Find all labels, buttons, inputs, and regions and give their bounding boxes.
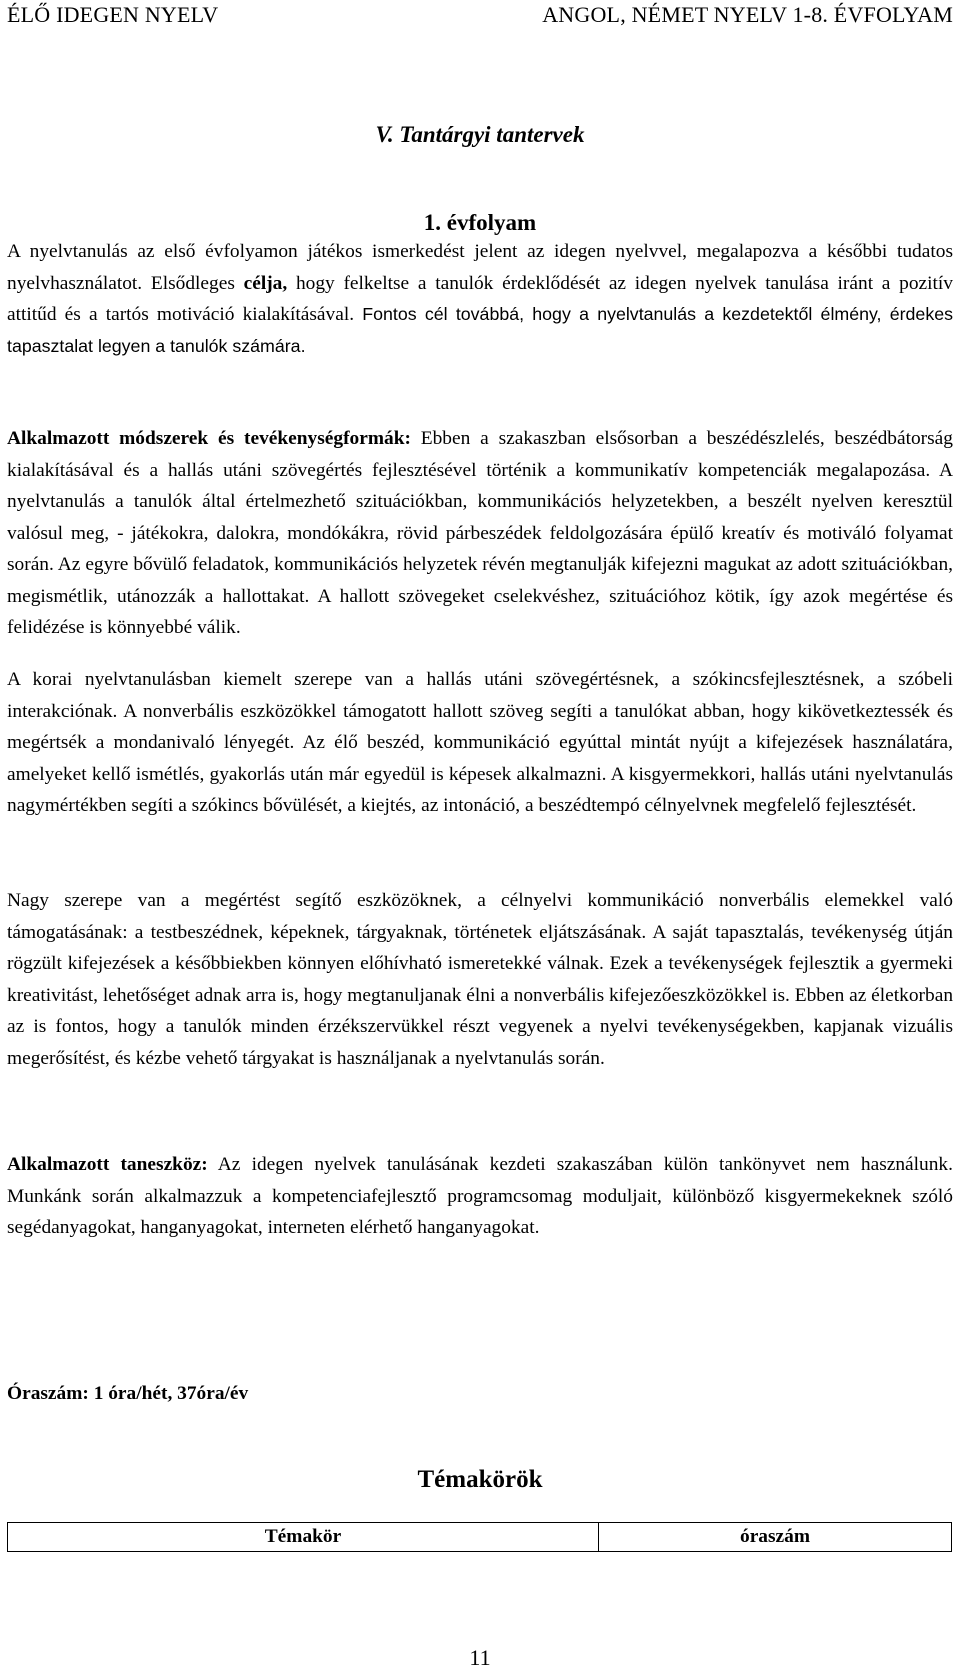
topics-table [7, 1522, 952, 1552]
topic-column-header: Témakör [8, 1523, 599, 1552]
intro-text-3: Fontos cél továbbá, hogy a nyelvtanulás a kezdetektől élmény, érdekes tapasztalat legyen a tanulók számára. [7, 304, 953, 356]
tools-paragraph [7, 1149, 953, 1244]
intro-paragraph [7, 236, 953, 362]
header-grades: ANGOL, NÉMET NYELV 1-8. ÉVFOLYAM [542, 2, 953, 27]
page-number: 11 [469, 1645, 491, 1670]
methods-paragraph [7, 423, 953, 644]
intro-text-2: hogy felkeltse a tanulók érdeklődését az idegen nyelvek tanulása iránt a pozitív attitűd és a tartós motiváció kialakításával. [7, 272, 953, 325]
grade-title: 1. évfolyam [423, 210, 537, 235]
nonverbal-paragraph: Nagy szerepe van a megértést segítő eszközöknek, a célnyelvi kommunikáció nonverbális elemekkel való támogatásának: a testbeszédnek, képeknek, tárgyaknak, történetek eljátszásának. A saját tapasztalás, tevékenység útján rögzült kifejezések a későbbiekben könnyen előhívható ismeretekké válnak. Ezek a tevékenységek fejlesztik a gyermeki kreativitást, lehetőséget adnak arra is, hogy megtanuljanak élni a nonverbális kifejezőeszközökkel is. Ebben az életkorban az is fontos, hogy a tanulók minden érzékszervükkel részt vegyenek a nyelvi tevékenységekben, kapjanak vizuális megerősítést, és kézbe vehető tárgyakat is használjanak a nyelvtanulás során. [7, 890, 954, 1069]
section-title: V. Tantárgyi tantervek [375, 122, 585, 147]
methods-text: Ebben a szakaszban elsősorban a beszédészlelés, beszédbátorság kialakításával és a hallás utáni szövegértés fejlesztésével történik a kommunikatív kompetenciák megalapozása. A nyelvtanulás a tanulók által értelmezhető szituációkban, kommunikációs helyzetekben, a beszélt nyelven keresztül valósul meg, - játékokra, dalokra, mondókákra, rövid párbeszédek feldolgozására épülő kreatív és motiváló folyamat során. Az egyre bővülő feladatok, kommunikációs helyzetek révén megtanulják kifejezni magukat az adott szituációkban, megismétlik, utánozzák a hallottakat. A hallott szövegeket cselekvéshez, szituációhoz kötik, így azok megértése és felidézése is könnyebbé válik. [7, 428, 953, 638]
topics-table-header-row [8, 1523, 952, 1552]
tools-label: Alkalmazott taneszköz: [7, 1154, 208, 1175]
early-learning-paragraph: A korai nyelvtanulásban kiemelt szerepe van a hallás utáni szövegértésnek, a szókincsfejlesztésnek, a szóbeli interakciónak. A nonverbális eszközökkel támogatott hallott szöveg segíti a tanulókat abban, hogy kikövetkeztessék és megértsék a mondanivaló lényegét. Az élő beszéd, kommunikáció egyúttal mintát nyújt a kifejezések használatára, amelyeket kellő ismétlés, gyakorlás után már egyedül is képesek alkalmazni. A kisgyermekkori, hallás utáni nyelvtanulás nagymértékben segíti a szókincs bővülését, a kiejtés, az intonáció, a beszédtempó célnyelvnek megfelelő fejlesztését. [7, 669, 953, 816]
methods-label: Alkalmazott módszerek és tevékenységformák: [7, 428, 411, 449]
header-subject: ÉLŐ IDEGEN NYELV [7, 2, 219, 27]
intro-text-1: A nyelvtanulás az első évfolyamon játékos ismerkedést jelent az idegen nyelvvel, megalapozva a későbbi tudatos nyelvhasználatot. Elsődleges [7, 241, 953, 294]
topics-heading: Témakörök [417, 1466, 543, 1493]
hours-column-header: óraszám [599, 1523, 952, 1552]
page-header [7, 2, 953, 28]
hours-per-year: Óraszám: 1 óra/hét, 37óra/év [7, 1383, 249, 1404]
intro-bold-goal: célja, [243, 272, 288, 294]
tools-text: Az idegen nyelvek tanulásának kezdeti szakaszában külön tankönyvet nem használunk. Munkánk során alkalmazzuk a kompetenciafejlesztő programcsomag moduljait, különböző kisgyermekeknek szóló segédanyagokat, hanganyagokat, interneten elérhető hanganyagokat. [7, 1154, 953, 1238]
